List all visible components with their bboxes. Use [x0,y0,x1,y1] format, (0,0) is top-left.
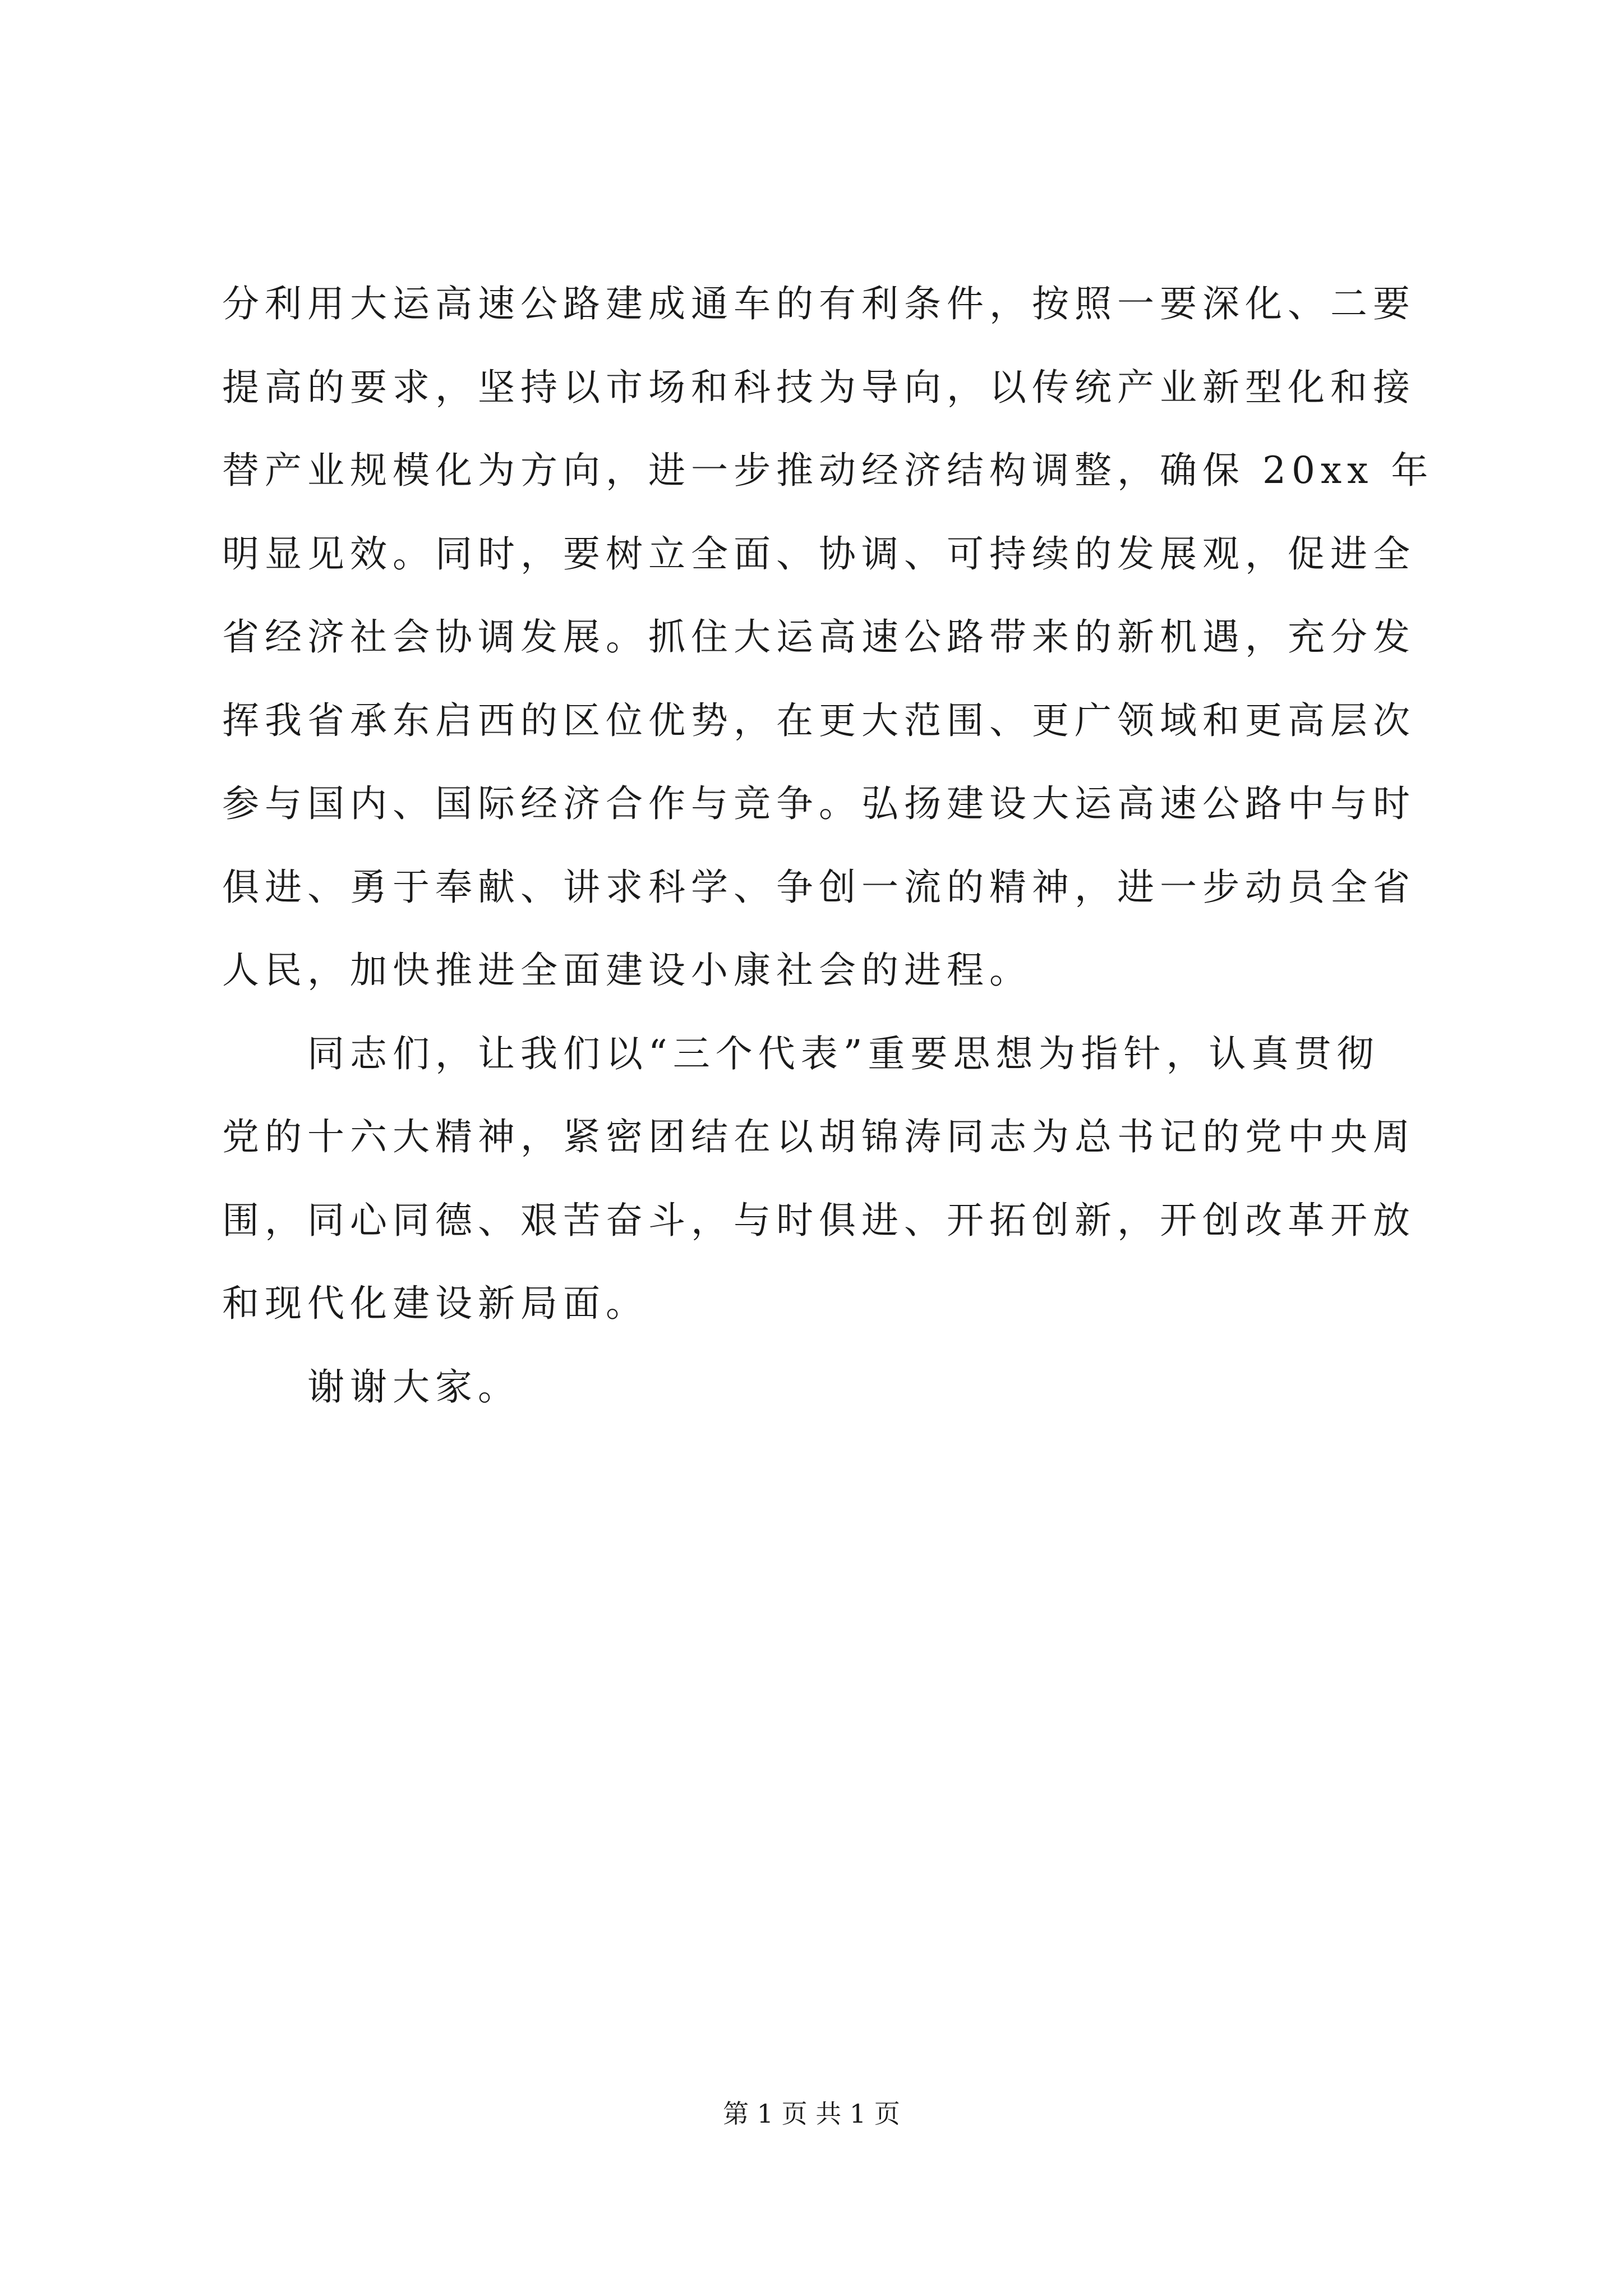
text-line: 替产业规模化为方向，进一步推动经济结构调整，确保 20xx 年 [222,449,1434,492]
page-number: 第 1 页 共 1 页 [723,2099,900,2129]
paragraph-first-line: 同志们，让我们以“三个代表”重要思想为指针，认真贯彻 [307,1032,1380,1075]
text-line: 省经济社会协调发展。抓住大运高速公路带来的新机遇，充分发 [222,615,1415,659]
text-line: 明显见效。同时，要树立全面、协调、可持续的发展观，促进全 [222,532,1415,576]
closing-line: 谢谢大家。 [307,1365,520,1409]
page-footer [0,2097,1623,2131]
text-line: 俱进、勇于奉献、讲求科学、争创一流的精神，进一步动员全省 [222,865,1415,909]
text-line: 参与国内、国际经济合作与竞争。弘扬建设大运高速公路中与时 [222,782,1415,825]
text-line: 分利用大运高速公路建成通车的有利条件，按照一要深化、二要 [222,282,1415,325]
text-line: 围，同心同德、艰苦奋斗，与时俱进、开拓创新，开创改革开放 [222,1198,1415,1242]
text-line: 提高的要求，坚持以市场和科技为导向，以传统产业新型化和接 [222,365,1415,409]
text-line: 党的十六大精神，紧密团结在以胡锦涛同志为总书记的党中央周 [222,1115,1415,1158]
text-line: 和现代化建设新局面。 [222,1282,648,1325]
text-line: 挥我省承东启西的区位优势，在更大范围、更广领域和更高层次 [222,698,1415,742]
text-line: 人民，加快推进全面建设小康社会的进程。 [222,949,1032,992]
document-body [222,263,1434,1429]
